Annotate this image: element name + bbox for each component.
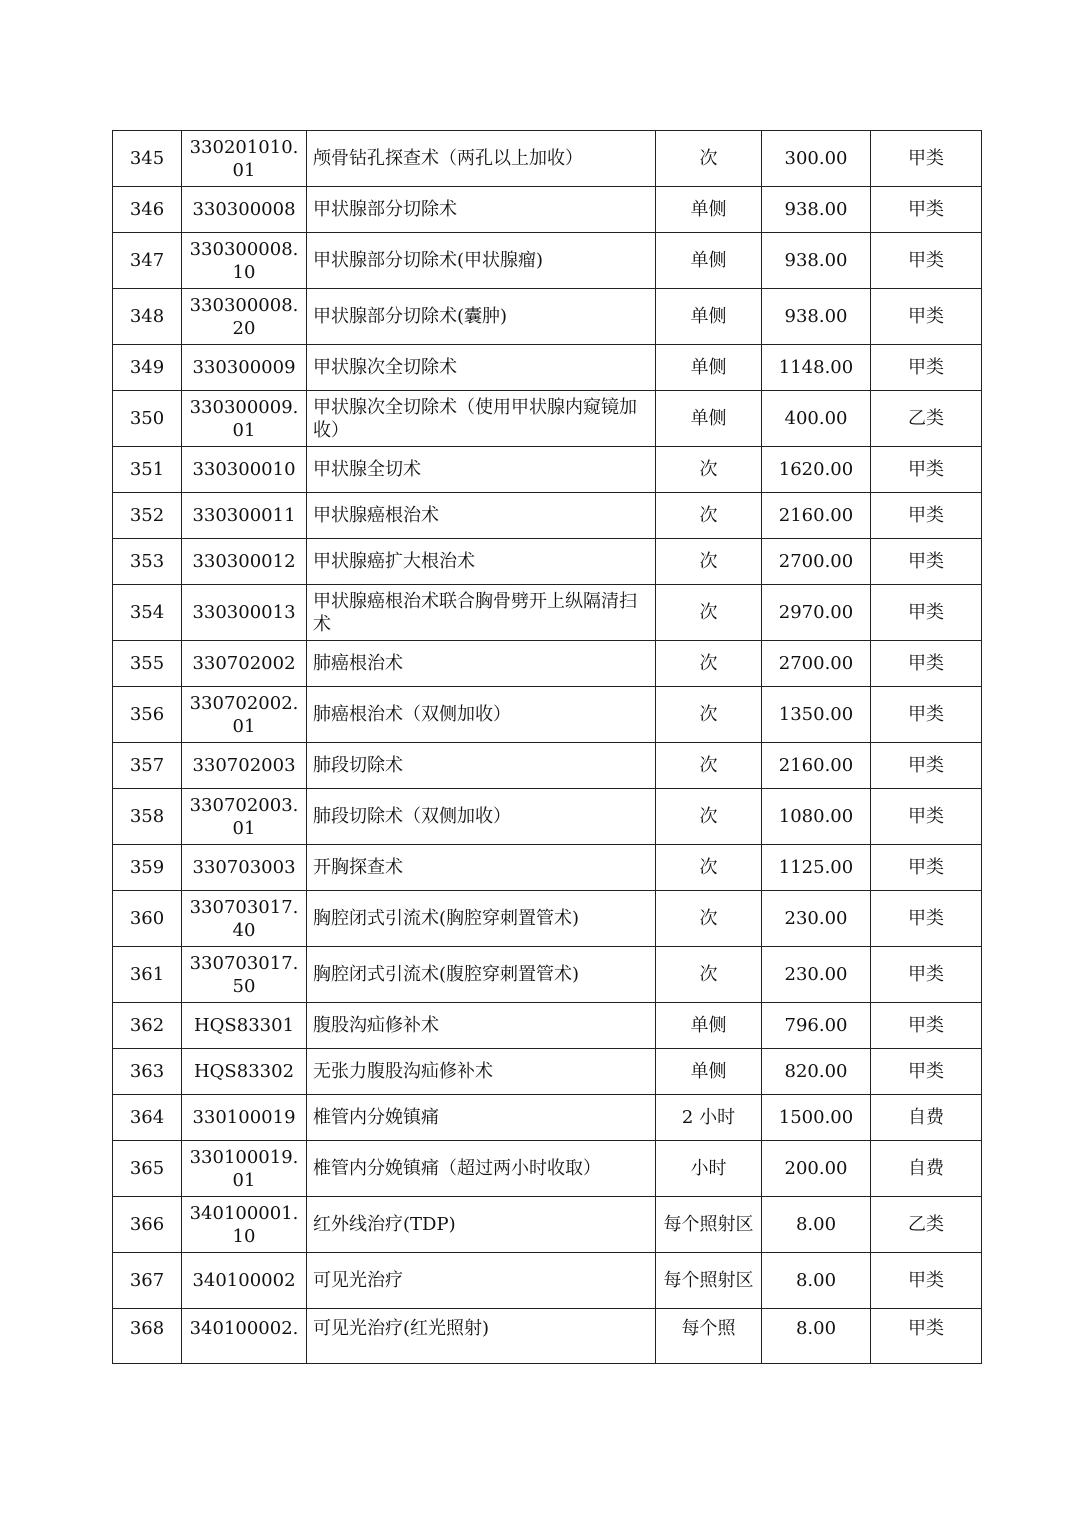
billing-unit-cell: 单侧	[656, 1003, 762, 1049]
table-row	[113, 789, 982, 845]
table-row	[113, 289, 982, 345]
item-name-cell: 胸腔闭式引流术(腹腔穿刺置管术)	[307, 947, 656, 1003]
billing-unit-cell: 次	[656, 743, 762, 789]
item-code-cell: 330300013	[182, 585, 307, 641]
billing-unit-cell: 单侧	[656, 187, 762, 233]
table-row	[113, 891, 982, 947]
row-number-cell: 363	[113, 1049, 182, 1095]
item-name-cell: 腹股沟疝修补术	[307, 1003, 656, 1049]
billing-unit-cell: 次	[656, 947, 762, 1003]
table-row	[113, 687, 982, 743]
insurance-category-cell: 甲类	[871, 289, 982, 345]
item-code-cell: 330703017.40	[182, 891, 307, 947]
item-code-cell: 330300008.20	[182, 289, 307, 345]
insurance-category-cell: 甲类	[871, 233, 982, 289]
row-number-cell: 365	[113, 1141, 182, 1197]
unit-price-cell: 820.00	[762, 1049, 871, 1095]
unit-price-cell: 2970.00	[762, 585, 871, 641]
table-row	[113, 743, 982, 789]
billing-unit-cell: 次	[656, 447, 762, 493]
row-number-cell: 360	[113, 891, 182, 947]
billing-unit-cell: 次	[656, 131, 762, 187]
insurance-category-cell: 甲类	[871, 743, 982, 789]
item-name-cell: 甲状腺部分切除术(甲状腺瘤)	[307, 233, 656, 289]
unit-price-cell: 300.00	[762, 131, 871, 187]
unit-price-cell: 2160.00	[762, 743, 871, 789]
billing-unit-cell: 每个照射区	[656, 1197, 762, 1253]
insurance-category-cell: 甲类	[871, 493, 982, 539]
unit-price-cell: 8.00	[762, 1309, 871, 1364]
row-number-cell: 349	[113, 345, 182, 391]
item-name-cell: 甲状腺部分切除术	[307, 187, 656, 233]
row-number-cell: 351	[113, 447, 182, 493]
row-number-cell: 358	[113, 789, 182, 845]
insurance-category-cell: 甲类	[871, 345, 982, 391]
item-code-cell: 330300008	[182, 187, 307, 233]
billing-unit-cell: 次	[656, 585, 762, 641]
table-row	[113, 345, 982, 391]
table-row	[113, 1049, 982, 1095]
insurance-category-cell: 甲类	[871, 891, 982, 947]
billing-unit-cell: 次	[656, 845, 762, 891]
unit-price-cell: 938.00	[762, 289, 871, 345]
billing-unit-cell: 每个照射区	[656, 1253, 762, 1309]
unit-price-cell: 1500.00	[762, 1095, 871, 1141]
insurance-category-cell: 自费	[871, 1095, 982, 1141]
unit-price-cell: 1125.00	[762, 845, 871, 891]
item-code-cell: HQS83302	[182, 1049, 307, 1095]
table-row	[113, 1253, 982, 1309]
unit-price-cell: 8.00	[762, 1253, 871, 1309]
item-code-cell: 330300012	[182, 539, 307, 585]
item-name-cell: 肺癌根治术	[307, 641, 656, 687]
billing-unit-cell: 单侧	[656, 1049, 762, 1095]
row-number-cell: 367	[113, 1253, 182, 1309]
table-row	[113, 539, 982, 585]
item-name-cell: 甲状腺部分切除术(囊肿)	[307, 289, 656, 345]
item-code-cell: HQS83301	[182, 1003, 307, 1049]
insurance-category-cell: 甲类	[871, 447, 982, 493]
table-row	[113, 1141, 982, 1197]
insurance-category-cell: 甲类	[871, 539, 982, 585]
insurance-category-cell: 自费	[871, 1141, 982, 1197]
row-number-cell: 362	[113, 1003, 182, 1049]
table-row	[113, 131, 982, 187]
insurance-category-cell: 甲类	[871, 585, 982, 641]
row-number-cell: 346	[113, 187, 182, 233]
billing-unit-cell: 次	[656, 539, 762, 585]
row-number-cell: 366	[113, 1197, 182, 1253]
billing-unit-cell: 次	[656, 687, 762, 743]
table-row	[113, 641, 982, 687]
unit-price-cell: 938.00	[762, 187, 871, 233]
unit-price-cell: 400.00	[762, 391, 871, 447]
item-name-cell: 胸腔闭式引流术(胸腔穿刺置管术)	[307, 891, 656, 947]
row-number-cell: 359	[113, 845, 182, 891]
row-number-cell: 356	[113, 687, 182, 743]
table-row	[113, 1003, 982, 1049]
table-row	[113, 1197, 982, 1253]
unit-price-cell: 1080.00	[762, 789, 871, 845]
table-row	[113, 493, 982, 539]
billing-unit-cell: 2 小时	[656, 1095, 762, 1141]
table-row	[113, 585, 982, 641]
billing-unit-cell: 单侧	[656, 345, 762, 391]
row-number-cell: 368	[113, 1309, 182, 1364]
item-name-cell: 红外线治疗(TDP)	[307, 1197, 656, 1253]
item-code-cell: 330300009.01	[182, 391, 307, 447]
item-name-cell: 甲状腺次全切除术（使用甲状腺内窥镜加收）	[307, 391, 656, 447]
item-code-cell: 330703003	[182, 845, 307, 891]
item-code-cell: 330702002	[182, 641, 307, 687]
insurance-category-cell: 甲类	[871, 845, 982, 891]
unit-price-cell: 230.00	[762, 947, 871, 1003]
unit-price-cell: 8.00	[762, 1197, 871, 1253]
item-name-cell: 甲状腺癌扩大根治术	[307, 539, 656, 585]
item-name-cell: 肺段切除术	[307, 743, 656, 789]
item-name-cell: 无张力腹股沟疝修补术	[307, 1049, 656, 1095]
insurance-category-cell: 甲类	[871, 1003, 982, 1049]
item-code-cell: 330702002.01	[182, 687, 307, 743]
table-row	[113, 947, 982, 1003]
item-name-cell: 可见光治疗(红光照射)	[307, 1309, 656, 1364]
item-code-cell: 330300008.10	[182, 233, 307, 289]
insurance-category-cell: 乙类	[871, 1197, 982, 1253]
item-name-cell: 肺癌根治术（双侧加收）	[307, 687, 656, 743]
item-code-cell: 330300010	[182, 447, 307, 493]
item-code-cell: 340100002.	[182, 1309, 307, 1364]
table-row	[113, 447, 982, 493]
item-name-cell: 开胸探查术	[307, 845, 656, 891]
row-number-cell: 348	[113, 289, 182, 345]
insurance-category-cell: 甲类	[871, 1253, 982, 1309]
item-code-cell: 330100019	[182, 1095, 307, 1141]
row-number-cell: 345	[113, 131, 182, 187]
item-name-cell: 甲状腺次全切除术	[307, 345, 656, 391]
row-number-cell: 364	[113, 1095, 182, 1141]
billing-unit-cell: 次	[656, 789, 762, 845]
row-number-cell: 353	[113, 539, 182, 585]
item-code-cell: 330702003.01	[182, 789, 307, 845]
fee-table-body	[113, 131, 982, 1364]
unit-price-cell: 2160.00	[762, 493, 871, 539]
billing-unit-cell: 单侧	[656, 289, 762, 345]
row-number-cell: 347	[113, 233, 182, 289]
unit-price-cell: 1350.00	[762, 687, 871, 743]
billing-unit-cell: 单侧	[656, 233, 762, 289]
row-number-cell: 354	[113, 585, 182, 641]
table-row	[113, 233, 982, 289]
billing-unit-cell: 次	[656, 641, 762, 687]
table-row	[113, 845, 982, 891]
insurance-category-cell: 甲类	[871, 789, 982, 845]
billing-unit-cell: 每个照	[656, 1309, 762, 1364]
billing-unit-cell: 单侧	[656, 391, 762, 447]
item-code-cell: 330201010.01	[182, 131, 307, 187]
item-code-cell: 330703017.50	[182, 947, 307, 1003]
insurance-category-cell: 甲类	[871, 131, 982, 187]
item-name-cell: 可见光治疗	[307, 1253, 656, 1309]
row-number-cell: 355	[113, 641, 182, 687]
item-code-cell: 330702003	[182, 743, 307, 789]
table-row	[113, 1309, 982, 1364]
item-code-cell: 330300009	[182, 345, 307, 391]
unit-price-cell: 1620.00	[762, 447, 871, 493]
billing-unit-cell: 小时	[656, 1141, 762, 1197]
unit-price-cell: 2700.00	[762, 641, 871, 687]
item-name-cell: 甲状腺全切术	[307, 447, 656, 493]
item-name-cell: 甲状腺癌根治术联合胸骨劈开上纵隔清扫术	[307, 585, 656, 641]
unit-price-cell: 2700.00	[762, 539, 871, 585]
insurance-category-cell: 甲类	[871, 1049, 982, 1095]
unit-price-cell: 1148.00	[762, 345, 871, 391]
unit-price-cell: 230.00	[762, 891, 871, 947]
item-name-cell: 椎管内分娩镇痛	[307, 1095, 656, 1141]
row-number-cell: 357	[113, 743, 182, 789]
insurance-category-cell: 甲类	[871, 687, 982, 743]
billing-unit-cell: 次	[656, 493, 762, 539]
unit-price-cell: 200.00	[762, 1141, 871, 1197]
item-name-cell: 颅骨钻孔探查术（两孔以上加收）	[307, 131, 656, 187]
insurance-category-cell: 乙类	[871, 391, 982, 447]
unit-price-cell: 796.00	[762, 1003, 871, 1049]
insurance-category-cell: 甲类	[871, 947, 982, 1003]
fee-table	[112, 130, 982, 1364]
row-number-cell: 350	[113, 391, 182, 447]
item-name-cell: 椎管内分娩镇痛（超过两小时收取）	[307, 1141, 656, 1197]
item-name-cell: 肺段切除术（双侧加收）	[307, 789, 656, 845]
table-row	[113, 187, 982, 233]
insurance-category-cell: 甲类	[871, 641, 982, 687]
row-number-cell: 352	[113, 493, 182, 539]
table-row	[113, 1095, 982, 1141]
unit-price-cell: 938.00	[762, 233, 871, 289]
item-name-cell: 甲状腺癌根治术	[307, 493, 656, 539]
insurance-category-cell: 甲类	[871, 187, 982, 233]
item-code-cell: 330300011	[182, 493, 307, 539]
table-row	[113, 391, 982, 447]
billing-unit-cell: 次	[656, 891, 762, 947]
item-code-cell: 330100019.01	[182, 1141, 307, 1197]
insurance-category-cell: 甲类	[871, 1309, 982, 1364]
row-number-cell: 361	[113, 947, 182, 1003]
item-code-cell: 340100001.10	[182, 1197, 307, 1253]
item-code-cell: 340100002	[182, 1253, 307, 1309]
